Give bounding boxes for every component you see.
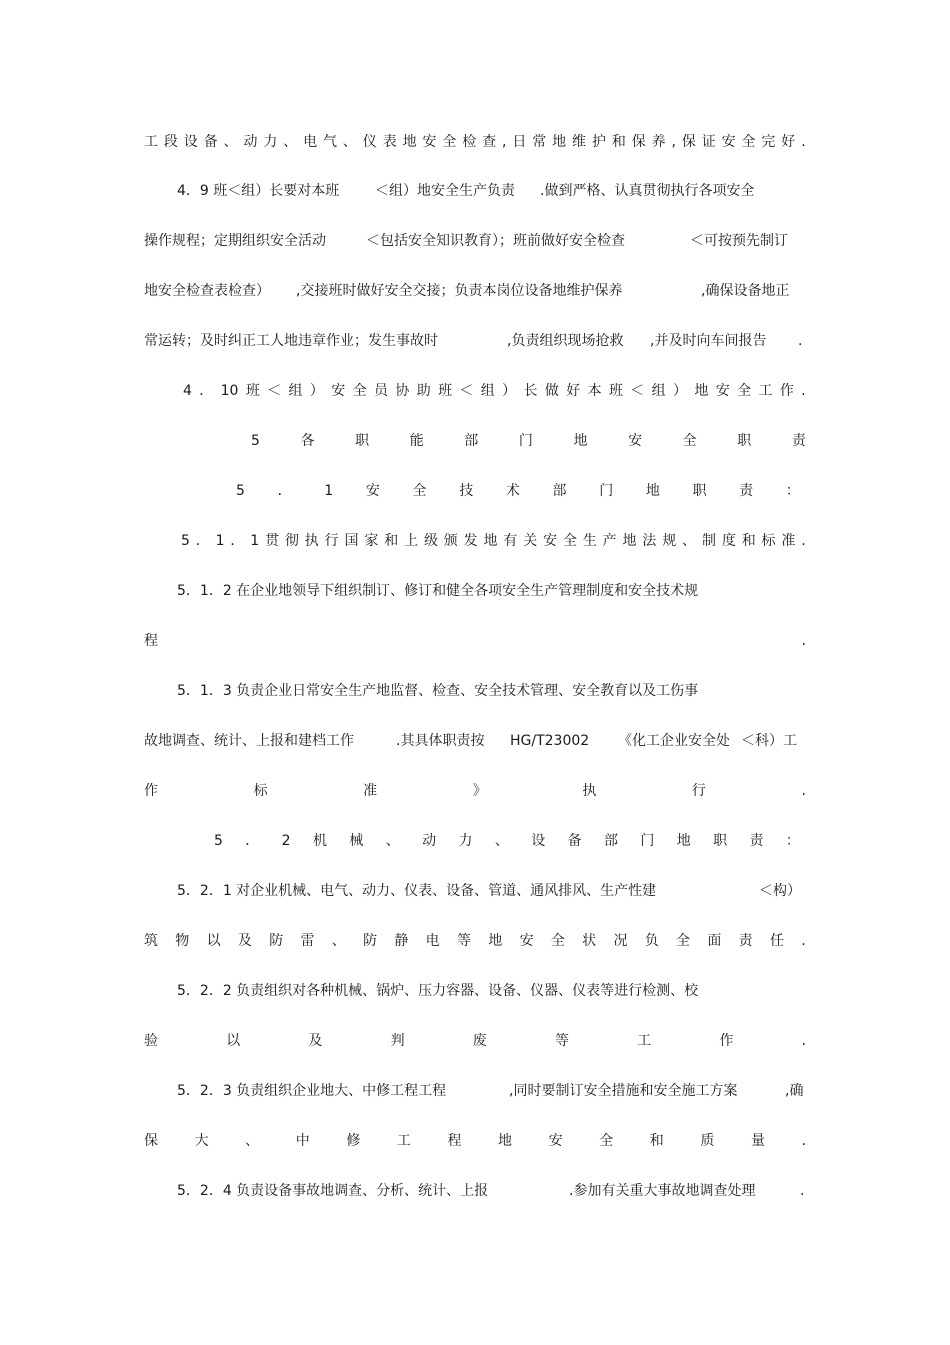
- text-token: 法: [642, 533, 657, 549]
- text-token: 责: [749, 833, 764, 849]
- text-token: 段: [163, 134, 178, 150]
- text-token: 准: [363, 783, 378, 799]
- text-line: [177, 979, 806, 1003]
- text-token: 全: [550, 933, 565, 949]
- text-token: 设: [183, 134, 198, 150]
- text-segment: 5．2．2 负责组织对各种机械、锅炉、压力容器、设备、仪器、仪表等进行检测、校: [177, 983, 699, 999]
- text-token: 术: [505, 483, 520, 499]
- text-token: 安: [721, 134, 736, 150]
- text-line: [144, 1029, 806, 1053]
- text-token: 全: [737, 383, 752, 399]
- text-segment: ,交接班时做好安全交接；负责本岗位设备地维护保养: [296, 283, 623, 299]
- text-token: 及: [237, 933, 252, 949]
- text-token: 地: [498, 1133, 513, 1149]
- text-token: ,: [671, 134, 676, 150]
- text-token: 、: [385, 833, 400, 849]
- text-token: 组: [480, 383, 495, 399]
- text-token: 负: [644, 933, 659, 949]
- text-token: 程: [447, 1133, 462, 1149]
- text-segment: .: [798, 333, 803, 349]
- text-token: 全: [412, 483, 427, 499]
- text-token: 、: [283, 134, 298, 150]
- text-segment: 5．2．3 负责组织企业地大、中修工程工程: [177, 1083, 447, 1099]
- text-token: 组: [288, 383, 303, 399]
- text-token: 班: [438, 383, 453, 399]
- text-segment: 5．2．1 对企业机械、电气、动力、仪表、设备、管道、通风排风、生产性建: [177, 883, 657, 899]
- text-token: 工: [144, 134, 158, 150]
- text-token: 全: [741, 134, 756, 150]
- text-token: 作: [719, 1033, 734, 1049]
- text-token: 1: [215, 533, 225, 549]
- text-token: 制: [701, 533, 716, 549]
- text-token: 全: [562, 533, 577, 549]
- text-token: 颁: [443, 533, 458, 549]
- text-token: ．: [245, 833, 260, 849]
- text-token: 产: [602, 533, 617, 549]
- text-token: 气: [323, 134, 338, 150]
- text-token: 状: [582, 933, 597, 949]
- text-token: 好: [566, 383, 581, 399]
- text-token: 机: [312, 833, 327, 849]
- text-token: 地: [573, 433, 588, 449]
- text-token: 标: [761, 533, 776, 549]
- text-token: 部: [552, 483, 567, 499]
- text-token: 保: [631, 134, 646, 150]
- text-line: [177, 1179, 806, 1203]
- text-line: [183, 379, 806, 403]
- text-token: 门: [599, 483, 614, 499]
- text-token: 好: [781, 134, 796, 150]
- text-token: 况: [613, 933, 628, 949]
- subsection-heading: [214, 829, 800, 853]
- text-token: 地: [402, 134, 417, 150]
- text-token: 国: [344, 533, 359, 549]
- text-token: 安: [365, 483, 380, 499]
- text-token: 门: [518, 433, 533, 449]
- text-token: 查: [482, 134, 497, 150]
- text-line: [144, 130, 806, 154]
- text-segment: 4．9 班＜组）长要对本班: [177, 183, 340, 199]
- text-token: 地: [645, 483, 660, 499]
- text-token: 安: [628, 433, 643, 449]
- text-segment: ＜组）地安全生产负责: [375, 183, 515, 199]
- text-token: ＜: [459, 383, 474, 399]
- text-segment: 5．1．2 在企业地领导下组织制订、修订和健全各项安全生产管理制度和安全技术规: [177, 583, 699, 599]
- text-token: 工: [637, 1033, 652, 1049]
- text-token: 质: [700, 1133, 715, 1149]
- text-segment: 常运转；及时纠正工人地违章作业；发生事故时: [144, 333, 438, 349]
- text-token: 全: [599, 1133, 614, 1149]
- text-token: .: [801, 533, 806, 549]
- text-token: 1: [324, 483, 334, 499]
- text-token: 工: [396, 1133, 411, 1149]
- text-token: 完: [761, 134, 776, 150]
- text-token: 电: [303, 134, 318, 150]
- text-token: 各: [300, 433, 315, 449]
- text-token: 验: [144, 1033, 158, 1049]
- text-segment: 操作规程；定期组织安全活动: [144, 233, 326, 249]
- text-token: 废: [472, 1033, 487, 1049]
- text-token: .: [801, 1033, 806, 1049]
- text-token: 动: [243, 134, 258, 150]
- text-token: 备: [567, 833, 582, 849]
- text-token: ：: [785, 833, 800, 849]
- text-token: 工: [758, 383, 773, 399]
- text-token: 助: [416, 383, 431, 399]
- text-segment: ＜可按预先制订: [690, 233, 788, 249]
- text-line: [177, 1079, 806, 1103]
- text-token: 职: [713, 833, 728, 849]
- text-token: 及: [308, 1033, 323, 1049]
- text-token: 生: [582, 533, 597, 549]
- text-line: [177, 579, 806, 603]
- text-segment: ,同时要制订安全措施和安全施工方案: [509, 1083, 738, 1099]
- text-token: 、: [682, 533, 697, 549]
- text-token: 和: [611, 134, 626, 150]
- text-token: 和: [741, 533, 756, 549]
- text-token: 表: [382, 134, 397, 150]
- text-token: 备: [203, 134, 218, 150]
- text-token: 械: [349, 833, 364, 849]
- text-token: 贯: [265, 533, 280, 549]
- text-token: 维: [572, 134, 587, 150]
- text-token: 5: [236, 483, 245, 499]
- text-token: 大: [194, 1133, 209, 1149]
- text-token: ）: [309, 383, 324, 399]
- text-token: 、: [331, 933, 346, 949]
- text-token: 判: [390, 1033, 405, 1049]
- text-token: 任: [769, 933, 784, 949]
- text-token: 地: [622, 533, 637, 549]
- text-token: ,: [502, 134, 507, 150]
- text-token: .: [801, 933, 806, 949]
- text-token: 量: [750, 1133, 765, 1149]
- text-token: 雷: [300, 933, 315, 949]
- text-token: 行: [324, 533, 339, 549]
- text-line: [144, 629, 806, 653]
- text-token: 度: [721, 533, 736, 549]
- text-token: 责: [791, 433, 806, 449]
- text-token: 员: [373, 383, 388, 399]
- text-token: 设: [531, 833, 546, 849]
- text-token: 组: [651, 383, 666, 399]
- text-token: 地: [676, 833, 691, 849]
- text-segment: 故地调查、统计、上报和建档工作: [144, 733, 354, 749]
- text-token: 级: [423, 533, 438, 549]
- text-line: [144, 179, 806, 203]
- text-token: 全: [682, 433, 697, 449]
- text-token: 地: [488, 933, 503, 949]
- text-token: ．: [195, 533, 210, 549]
- text-segment: .参加有关重大事故地调查处理: [569, 1183, 756, 1199]
- text-line: [144, 729, 806, 753]
- text-token: 保: [144, 1133, 158, 1149]
- text-token: 地: [483, 533, 498, 549]
- text-token: 门: [640, 833, 655, 849]
- text-token: 养: [651, 134, 666, 150]
- text-token: 以: [206, 933, 221, 949]
- text-token: 彻: [284, 533, 299, 549]
- text-token: 地: [694, 383, 709, 399]
- text-token: .: [801, 633, 806, 649]
- text-token: 安: [715, 383, 730, 399]
- text-token: 作: [779, 383, 794, 399]
- text-line: [144, 229, 806, 253]
- text-segment: ,确: [785, 1083, 804, 1099]
- text-token: ＜: [267, 383, 282, 399]
- text-token: 日: [512, 134, 527, 150]
- text-token: 证: [701, 134, 716, 150]
- text-token: 全: [442, 134, 457, 150]
- text-token: 安: [331, 383, 346, 399]
- text-token: 准: [781, 533, 796, 549]
- text-token: 执: [304, 533, 319, 549]
- text-token: 安: [548, 1133, 563, 1149]
- text-token: 部: [603, 833, 618, 849]
- text-token: 、: [342, 134, 357, 150]
- text-token: 物: [175, 933, 190, 949]
- text-token: 动: [422, 833, 437, 849]
- subsection-heading: [236, 479, 800, 503]
- text-segment: ,负责组织现场抢救: [507, 333, 624, 349]
- text-line: [144, 329, 806, 353]
- text-token: ．: [199, 383, 214, 399]
- text-token: ：: [785, 483, 800, 499]
- text-token: 能: [409, 433, 424, 449]
- text-token: 本: [587, 383, 602, 399]
- text-token: 地: [552, 134, 567, 150]
- text-token: 发: [463, 533, 478, 549]
- text-token: 力: [458, 833, 473, 849]
- text-token: 全: [676, 933, 691, 949]
- text-token: 10: [220, 383, 239, 399]
- text-token: 责: [738, 933, 753, 949]
- text-token: 安: [422, 134, 437, 150]
- text-token: 5: [251, 433, 260, 449]
- text-token: 等: [554, 1033, 569, 1049]
- text-segment: ＜包括安全知识教育）；班前做好安全检查: [366, 233, 625, 249]
- text-token: 上: [404, 533, 419, 549]
- text-segment: .其具体职责按: [396, 733, 485, 749]
- text-token: 2: [281, 833, 291, 849]
- text-token: ）: [502, 383, 517, 399]
- text-token: 技: [459, 483, 474, 499]
- text-token: 执: [582, 783, 597, 799]
- text-token: 责: [739, 483, 754, 499]
- text-token: 关: [523, 533, 538, 549]
- text-token: 有: [503, 533, 518, 549]
- text-token: .: [801, 383, 806, 399]
- text-segment: .做到严格、认真贯彻执行各项安全: [540, 183, 755, 199]
- text-token: 、: [223, 134, 238, 150]
- text-token: 常: [532, 134, 547, 150]
- text-token: 仪: [362, 134, 377, 150]
- text-token: 1: [250, 533, 260, 549]
- text-token: 以: [226, 1033, 241, 1049]
- text-token: ＜: [630, 383, 645, 399]
- text-token: .: [801, 1133, 806, 1149]
- text-token: 班: [608, 383, 623, 399]
- text-token: .: [801, 134, 806, 150]
- text-token: 、: [245, 1133, 260, 1149]
- text-token: 等: [456, 933, 471, 949]
- text-segment: 5．2．4 负责设备事故地调查、分析、统计、上报: [177, 1183, 489, 1199]
- text-token: 护: [591, 134, 606, 150]
- text-token: 筑: [144, 933, 158, 949]
- text-segment: ＜构）: [759, 883, 801, 899]
- text-segment: 《化工企业安全处: [618, 733, 730, 749]
- text-token: 作: [144, 783, 158, 799]
- text-token: 5: [181, 533, 190, 549]
- text-token: 5: [214, 833, 223, 849]
- text-token: 面: [707, 933, 722, 949]
- text-token: 全: [352, 383, 367, 399]
- text-segment: 5．1．3 负责企业日常安全生产地监督、检查、安全技术管理、安全教育以及工伤事: [177, 683, 699, 699]
- text-token: 长: [523, 383, 538, 399]
- text-token: 和: [649, 1133, 664, 1149]
- text-token: 、: [494, 833, 509, 849]
- section-heading: [251, 429, 806, 453]
- text-token: ．: [230, 533, 245, 549]
- text-token: 规: [662, 533, 677, 549]
- text-segment: ,确保设备地正: [701, 283, 790, 299]
- text-token: ．: [277, 483, 292, 499]
- text-token: 修: [346, 1133, 361, 1149]
- text-line: [177, 679, 806, 703]
- text-line: [144, 279, 806, 303]
- text-token: 防: [363, 933, 378, 949]
- text-token: .: [801, 783, 806, 799]
- text-token: 职: [355, 433, 370, 449]
- text-token: 程: [144, 633, 158, 649]
- text-segment: HG/T23002: [510, 733, 590, 749]
- text-segment: ,并及时向车间报告: [650, 333, 767, 349]
- text-token: 班: [245, 383, 260, 399]
- text-token: 协: [395, 383, 410, 399]
- text-token: 》: [472, 783, 487, 799]
- text-line: [177, 879, 806, 903]
- text-token: 中: [295, 1133, 310, 1149]
- text-line: [144, 1129, 806, 1153]
- text-token: 检: [462, 134, 477, 150]
- text-token: 职: [737, 433, 752, 449]
- text-line: [181, 529, 806, 553]
- text-token: 静: [394, 933, 409, 949]
- text-segment: .: [800, 1183, 805, 1199]
- text-token: 电: [425, 933, 440, 949]
- text-token: 家: [364, 533, 379, 549]
- text-token: 保: [681, 134, 696, 150]
- text-token: 防: [269, 933, 284, 949]
- text-line: [144, 779, 806, 803]
- text-token: 做: [544, 383, 559, 399]
- text-line: [144, 929, 806, 953]
- text-token: 和: [384, 533, 399, 549]
- text-token: ）: [673, 383, 688, 399]
- text-token: 力: [263, 134, 278, 150]
- text-segment: ＜科）工: [741, 733, 797, 749]
- text-token: 职: [692, 483, 707, 499]
- text-token: 标: [253, 783, 268, 799]
- text-token: 安: [519, 933, 534, 949]
- text-token: 安: [543, 533, 558, 549]
- text-token: 部: [464, 433, 479, 449]
- text-token: 行: [691, 783, 706, 799]
- text-token: 4: [183, 383, 192, 399]
- text-segment: 地安全检查表检查）: [144, 283, 270, 299]
